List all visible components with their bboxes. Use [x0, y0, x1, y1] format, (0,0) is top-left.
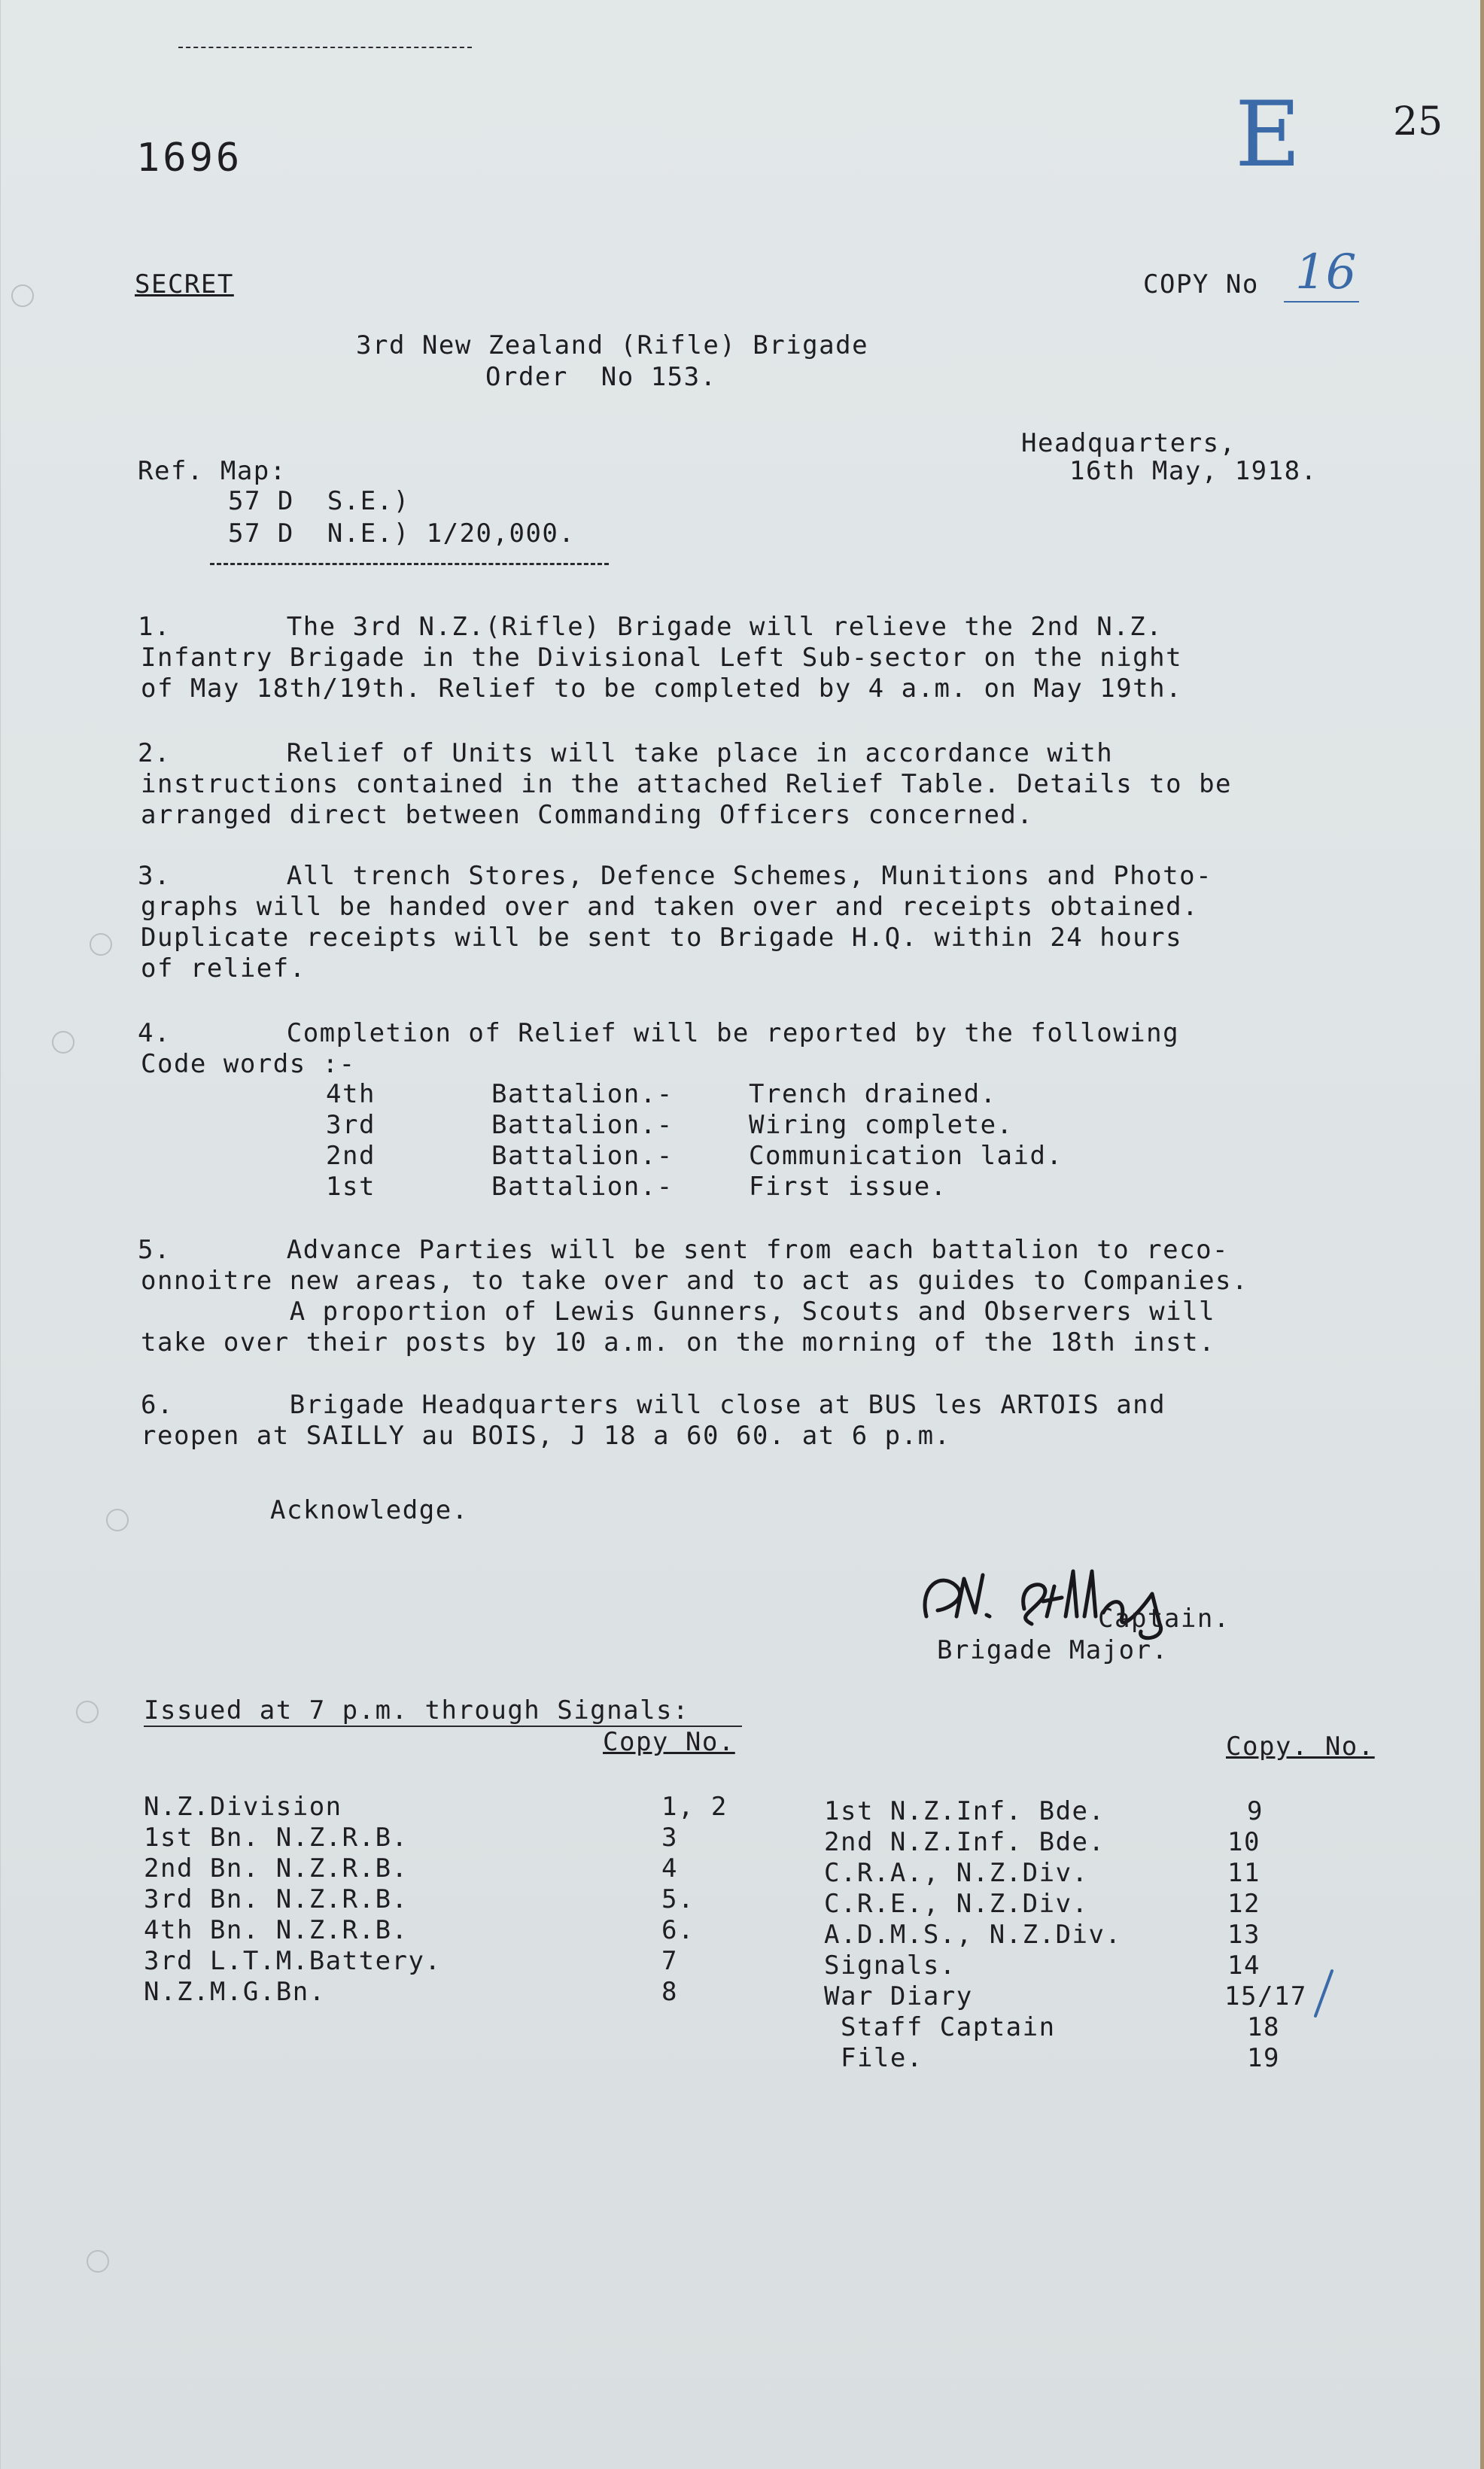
punch-hole — [11, 284, 34, 307]
paragraph-line: A proportion of Lewis Gunners, Scouts and Observers will — [141, 1297, 1216, 1327]
hq-label: Headquarters, — [1021, 428, 1236, 458]
distribution-copy: 9 — [1247, 1796, 1264, 1826]
copy-no-header-right: Copy. No. — [1226, 1732, 1375, 1762]
paragraph-line: 6. Brigade Headquarters will close at BUS les ARTOIS and — [141, 1390, 1166, 1420]
punch-hole — [76, 1701, 99, 1723]
paragraph-line: Duplicate receipts will be sent to Brigade H.Q. within 24 hours — [141, 923, 1183, 953]
ref-map-line-1: 57 D S.E.) — [228, 486, 410, 516]
paragraph-line: 3. All trench Stores, Defence Schemes, Munitions and Photo- — [138, 861, 1213, 891]
distribution-copy: 15/17 — [1224, 1981, 1307, 2011]
ref-map-dashed-rule — [210, 563, 609, 565]
distribution-copy: 12 — [1227, 1889, 1260, 1919]
order-date: 16th May, 1918. — [1069, 456, 1318, 486]
distribution-recipient: War Diary — [824, 1981, 973, 2011]
issued-line: Issued at 7 p.m. through Signals: — [144, 1695, 690, 1726]
distribution-copy: 7 — [661, 1946, 678, 1976]
distribution-copy: 14 — [1227, 1951, 1260, 1981]
distribution-copy: 18 — [1247, 2012, 1280, 2042]
paragraph-line: take over their posts by 10 a.m. on the morning of the 18th inst. — [141, 1327, 1216, 1358]
code-word-battalion: 4th — [326, 1079, 376, 1109]
acknowledge-text: Acknowledge. — [270, 1495, 469, 1525]
code-word-battalion: 1st — [326, 1172, 376, 1202]
distribution-recipient: A.D.M.S., N.Z.Div. — [824, 1920, 1122, 1950]
file-number: 1696 — [136, 135, 243, 181]
ref-map-label: Ref. Map: — [138, 456, 287, 486]
code-word-battalion: 2nd — [326, 1141, 376, 1171]
distribution-recipient: 1st Bn. N.Z.R.B. — [144, 1823, 409, 1853]
paragraph-line: of May 18th/19th. Relief to be completed by 4 a.m. on May 19th. — [141, 674, 1183, 704]
distribution-copy: 10 — [1227, 1827, 1260, 1857]
distribution-copy: 13 — [1227, 1920, 1260, 1950]
code-word: Communication laid. — [749, 1141, 1063, 1171]
distribution-copy: 3 — [661, 1823, 678, 1853]
code-word: Wiring complete. — [749, 1110, 1014, 1140]
code-word-label: Battalion.- — [491, 1110, 674, 1140]
distribution-copy: 6. — [661, 1915, 695, 1945]
distribution-copy: 19 — [1247, 2043, 1280, 2073]
distribution-recipient: 2nd Bn. N.Z.R.B. — [144, 1853, 409, 1884]
copy-no-header-left: Copy No. — [603, 1727, 735, 1757]
code-word-label: Battalion.- — [491, 1141, 674, 1171]
distribution-recipient: C.R.A., N.Z.Div. — [824, 1858, 1089, 1888]
signatory-role: Brigade Major. — [937, 1635, 1169, 1665]
signatory-rank: Captain. — [1098, 1604, 1230, 1634]
ref-map-line-2: 57 D N.E.) 1/20,000. — [228, 518, 576, 549]
paragraph-line: Infantry Brigade in the Divisional Left Sub-sector on the night — [141, 643, 1183, 673]
paragraph-line: graphs will be handed over and taken over and receipts obtained. — [141, 892, 1200, 922]
code-word: Trench drained. — [749, 1079, 997, 1109]
distribution-recipient: File. — [824, 2043, 923, 2073]
tick-mark-icon — [1280, 1954, 1340, 2038]
folio-number: 25 — [1393, 99, 1443, 144]
distribution-copy: 4 — [661, 1853, 678, 1884]
paragraph-line: onnoitre new areas, to take over and to act as guides to Companies. — [141, 1266, 1248, 1296]
code-word-label: Battalion.- — [491, 1172, 674, 1202]
distribution-recipient: 2nd N.Z.Inf. Bde. — [824, 1827, 1105, 1857]
order-number: Order No 153. — [485, 362, 717, 392]
distribution-recipient: N.Z.Division — [144, 1792, 342, 1822]
paragraph-line: instructions contained in the attached Relief Table. Details to be — [141, 769, 1233, 799]
punch-hole — [52, 1031, 75, 1054]
paragraph-line: of relief. — [141, 953, 306, 984]
distribution-recipient: 1st N.Z.Inf. Bde. — [824, 1796, 1105, 1826]
distribution-recipient: C.R.E., N.Z.Div. — [824, 1889, 1089, 1919]
copy-number: 16 — [1295, 245, 1357, 300]
distribution-copy: 5. — [661, 1884, 695, 1914]
distribution-copy: 8 — [661, 1977, 678, 2007]
copy-label: COPY No — [1143, 269, 1259, 300]
paragraph-line: reopen at SAILLY au BOIS, J 18 a 60 60. at 6 p.m. — [141, 1421, 951, 1451]
punch-hole — [106, 1509, 129, 1531]
page-edge — [1480, 0, 1484, 2469]
paragraph-line: Code words :- — [141, 1049, 356, 1079]
punch-hole — [87, 2250, 109, 2273]
code-word-label: Battalion.- — [491, 1079, 674, 1109]
paragraph-line: 2. Relief of Units will take place in accordance with — [138, 738, 1114, 768]
code-word-battalion: 3rd — [326, 1110, 376, 1140]
paragraph-line: 4. Completion of Relief will be reported by the following — [138, 1018, 1180, 1048]
distribution-recipient: 3rd Bn. N.Z.R.B. — [144, 1884, 409, 1914]
distribution-copy: 1, 2 — [661, 1792, 728, 1822]
order-title: 3rd New Zealand (Rifle) Brigade — [356, 330, 869, 360]
code-word: First issue. — [749, 1172, 947, 1202]
distribution-recipient: Staff Captain — [824, 2012, 1056, 2042]
distribution-recipient: 4th Bn. N.Z.R.B. — [144, 1915, 409, 1945]
distribution-copy: 11 — [1227, 1858, 1260, 1888]
distribution-recipient: Signals. — [824, 1951, 956, 1981]
paragraph-line: arranged direct between Commanding Officers concerned. — [141, 800, 1034, 830]
top-dash-mark — [178, 47, 472, 48]
distribution-recipient: N.Z.M.G.Bn. — [144, 1977, 326, 2007]
folio-letter: E — [1235, 83, 1301, 187]
classification-secret: SECRET — [135, 269, 234, 300]
paragraph-line: 5. Advance Parties will be sent from each battalion to reco- — [138, 1235, 1230, 1265]
paragraph-line: 1. The 3rd N.Z.(Rifle) Brigade will relieve the 2nd N.Z. — [138, 612, 1163, 642]
distribution-recipient: 3rd L.T.M.Battery. — [144, 1946, 442, 1976]
punch-hole — [90, 933, 112, 956]
copy-number-underline — [1284, 301, 1359, 303]
